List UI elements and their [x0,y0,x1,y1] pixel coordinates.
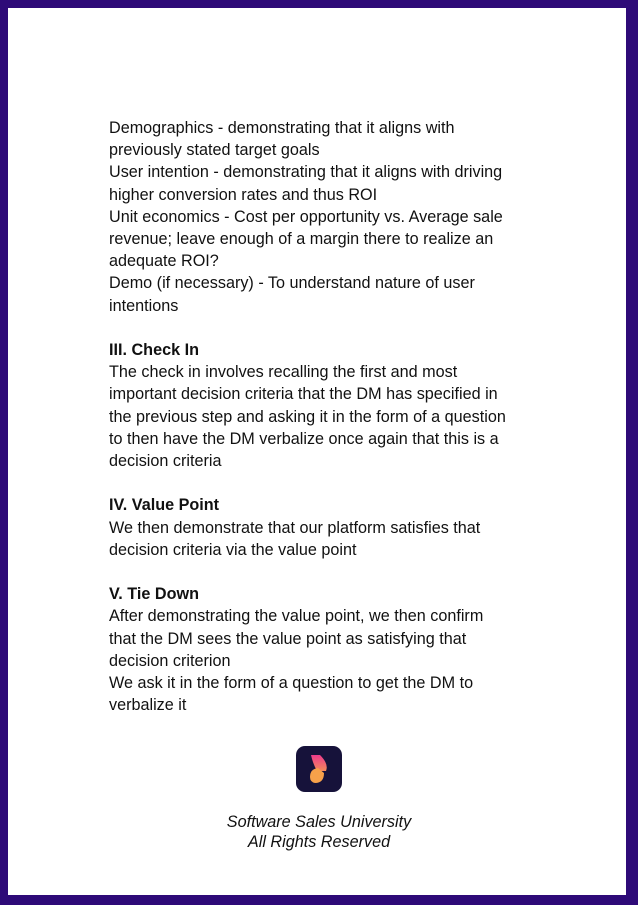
section-line: We then demonstrate that our platform satisfies that [109,518,481,537]
intro-line: User intention - demonstrating that it aligns with driving [109,163,503,182]
section-line: to then have the DM verbalize once again that this is a [109,429,499,448]
footer-rights-reserved: All Rights Reserved [247,832,391,851]
document-body [109,117,549,716]
section-heading-value-point: IV. Value Point [109,496,220,515]
paragraph-gap [109,561,549,583]
section-line: decision criterion [109,651,231,670]
intro-line: higher conversion rates and thus ROI [109,185,378,204]
intro-line: adequate ROI? [109,252,219,271]
footer [8,813,630,852]
intro-line: Demographics - demonstrating that it aligns with [109,119,455,137]
intro-line: Unit economics - Cost per opportunity vs. Average sale [109,207,503,226]
section-line: decision criteria [109,452,222,471]
intro-line: revenue; leave enough of a margin there to realize an [109,230,494,249]
ssu-logo-icon [296,746,342,792]
section-line: decision criteria via the value point [109,540,357,559]
section-line: the previous step and asking it in the form of a question [109,407,506,426]
intro-line: Demo (if necessary) - To understand nature of user [109,274,475,293]
section-heading-check-in: III. Check In [109,341,199,360]
section-line: The check in involves recalling the first and most [109,363,458,382]
document-page [8,8,626,895]
section-line: After demonstrating the value point, we then confirm [109,607,484,626]
footer-company-name: Software Sales University [226,813,412,831]
paragraph-gap [109,317,549,339]
section-line: that the DM sees the value point as satisfying that [109,629,467,648]
intro-line: previously stated target goals [109,141,320,160]
paragraph-gap [109,472,549,494]
section-line: We ask it in the form of a question to get the DM to [109,674,474,693]
section-line: verbalize it [109,696,187,715]
section-line: important decision criteria that the DM has specified in [109,385,498,404]
section-heading-tie-down: V. Tie Down [109,585,199,604]
intro-line: intentions [109,296,179,315]
